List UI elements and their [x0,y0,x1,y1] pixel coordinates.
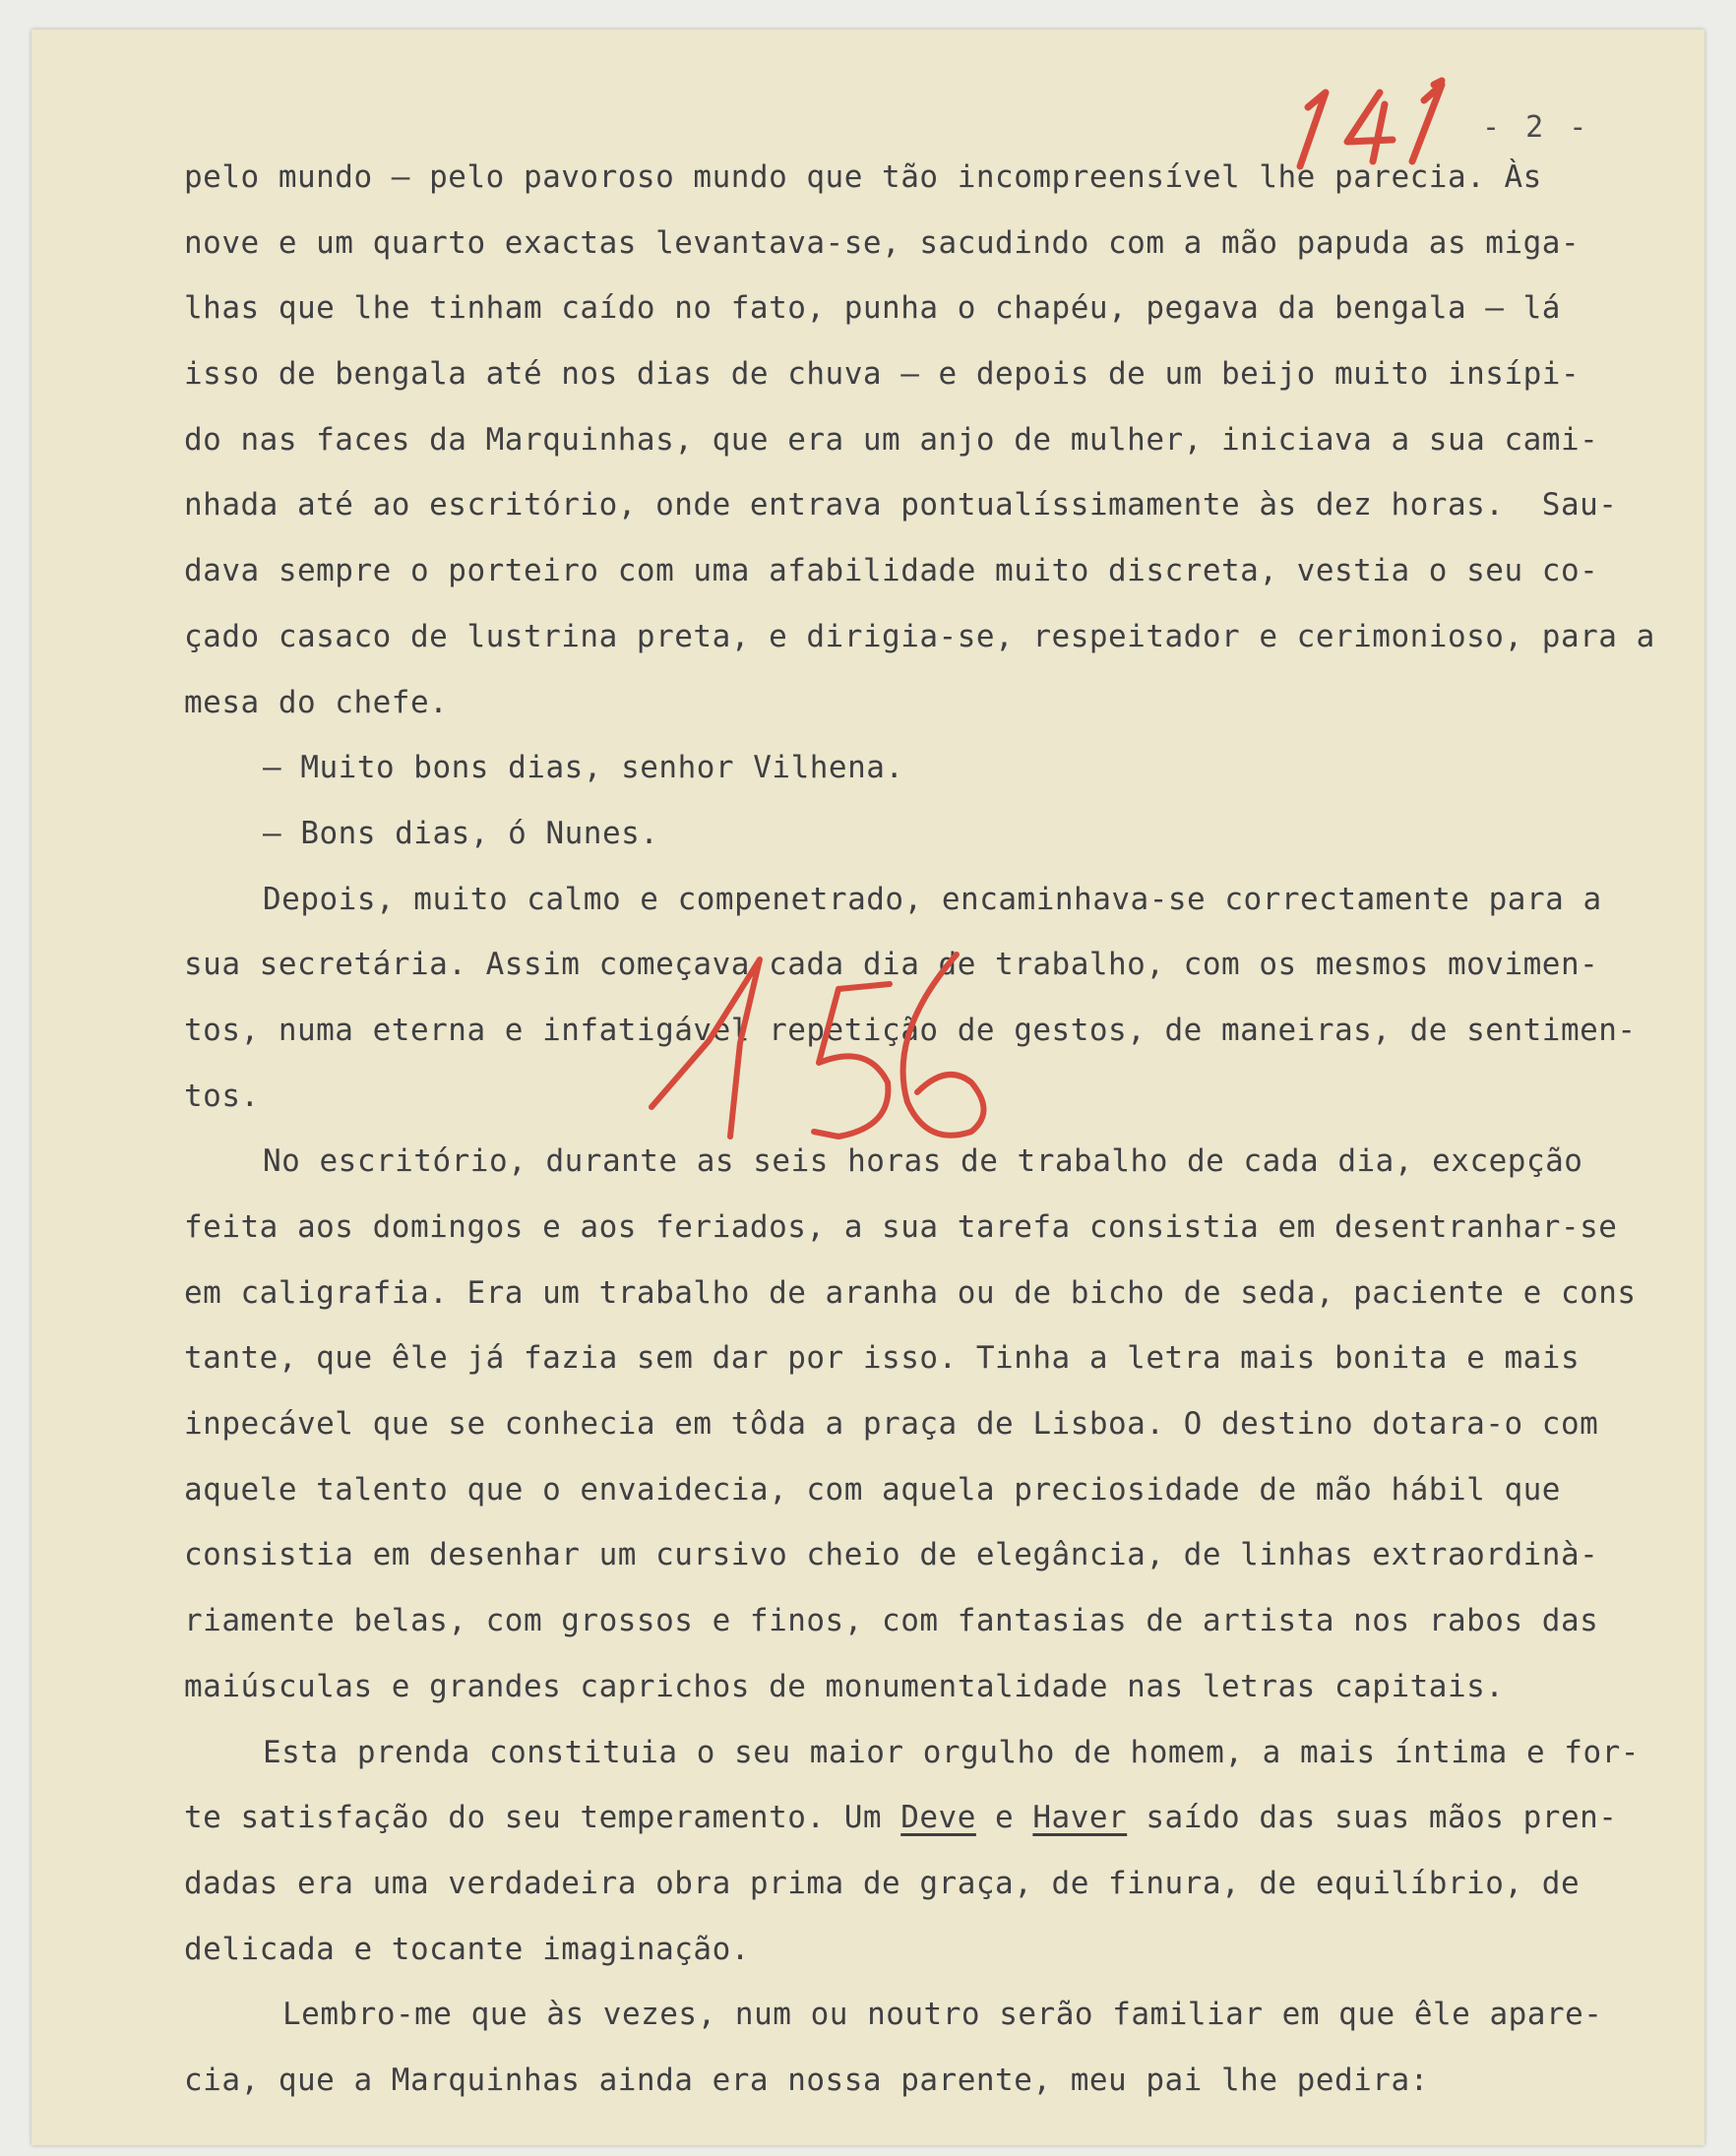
large-folio-annotation [632,925,1144,1151]
text-line: tante, que êle já fazia sem dar por isso. Tinha a letra mais bonita e mais [184,1340,1581,1377]
text-line: aquele talento que o envaidecia, com aquela preciosidade de mão hábil que [184,1471,1561,1508]
text-line: tos. [184,1078,260,1114]
text-line: maiúsculas e grandes caprichos de monumentalidade nas letras capitais. [184,1668,1505,1704]
text-line: feita aos domingos e aos feriados, a sua tarefa consistia em desentranhar-se [184,1209,1618,1245]
paragraph-first-line: No escritório, durante as seis horas de trabalho de cada dia, excepção [263,1143,1583,1180]
paragraph-first-line: Esta prenda constituia o seu maior orgulho de homem, a mais íntima e for- [263,1734,1640,1770]
folio-number-large [31,30,32,31]
text-line: pelo mundo — pelo pavoroso mundo que tão incompreensível lhe parecia. Às [184,159,1542,195]
text-line: riamente belas, com grossos e finos, com fantasias de artista nos rabos das [184,1603,1599,1639]
underlined-word-haver: Haver [1032,1800,1128,1836]
text-line: nhada até ao escritório, onde entrava pontualíssimamente às dez horas. Sau- [184,487,1618,524]
text-line: inpecável que se conhecia em tôda a praça de Lisboa. O destino dotara-o com [184,1406,1599,1443]
text-line-with-underlines [184,1785,1719,1851]
text-line: lhas que lhe tinham caído no fato, punha o chapéu, pegava da bengala — lá [184,290,1561,327]
paragraph-first-line: Depois, muito calmo e compenetrado, encaminhava-se correctamente para a [263,881,1602,917]
text-line: dava sempre o porteiro com uma afabilidade muito discreta, vestia o seu co- [184,553,1599,589]
text-line: çado casaco de lustrina preta, e dirigia-se, respeitador e cerimonioso, para a [184,618,1655,654]
text-line: cia, que a Marquinhas ainda era nossa parente, meu pai lhe pedira: [184,2062,1429,2098]
text-line: isso de bengala até nos dias de chuva — e depois de um beijo muito insípi- [184,356,1581,393]
text-line: consistia em desenhar um cursivo cheio de elegância, de linhas extraordinà- [184,1537,1599,1573]
paragraph-first-line: Lembro-me que às vezes, num ou noutro serão familiar em que êle apare- [282,1997,1603,2033]
underlined-word-deve: Deve [900,1800,976,1836]
text-line: nove e um quarto exactas levantava-se, sacudindo com a mão papuda as miga- [184,224,1581,261]
dialogue-line: — Muito bons dias, senhor Vilhena. [263,750,904,786]
text-line: em caligrafia. Era um trabalho de aranha ou de bicho de seda, paciente e cons [184,1274,1637,1311]
page-number: - 2 - [1482,110,1591,145]
text-line: mesa do chefe. [184,684,449,720]
text-segment: saído das suas mãos pren- [1127,1800,1618,1836]
text-line: delicada e tocante imaginação. [184,1931,750,1967]
dialogue-line: — Bons dias, ó Nunes. [263,815,659,851]
paper-sheet [31,30,1705,2145]
text-line: sua secretária. Assim começava cada dia de trabalho, com os mesmos movimen- [184,947,1599,983]
text-line: do nas faces da Marquinhas, que era um anjo de mulher, iniciava a sua cami- [184,421,1599,458]
text-line: dadas era uma verdadeira obra prima de graça, de finura, de equilíbrio, de [184,1865,1581,1901]
text-segment: e [975,1800,1033,1836]
text-line: tos, numa eterna e infatigável repetição de gestos, de maneiras, de sentimen- [184,1012,1637,1048]
folio-number-top [31,30,32,31]
text-segment: te satisfação do seu temperamento. Um [184,1800,901,1836]
